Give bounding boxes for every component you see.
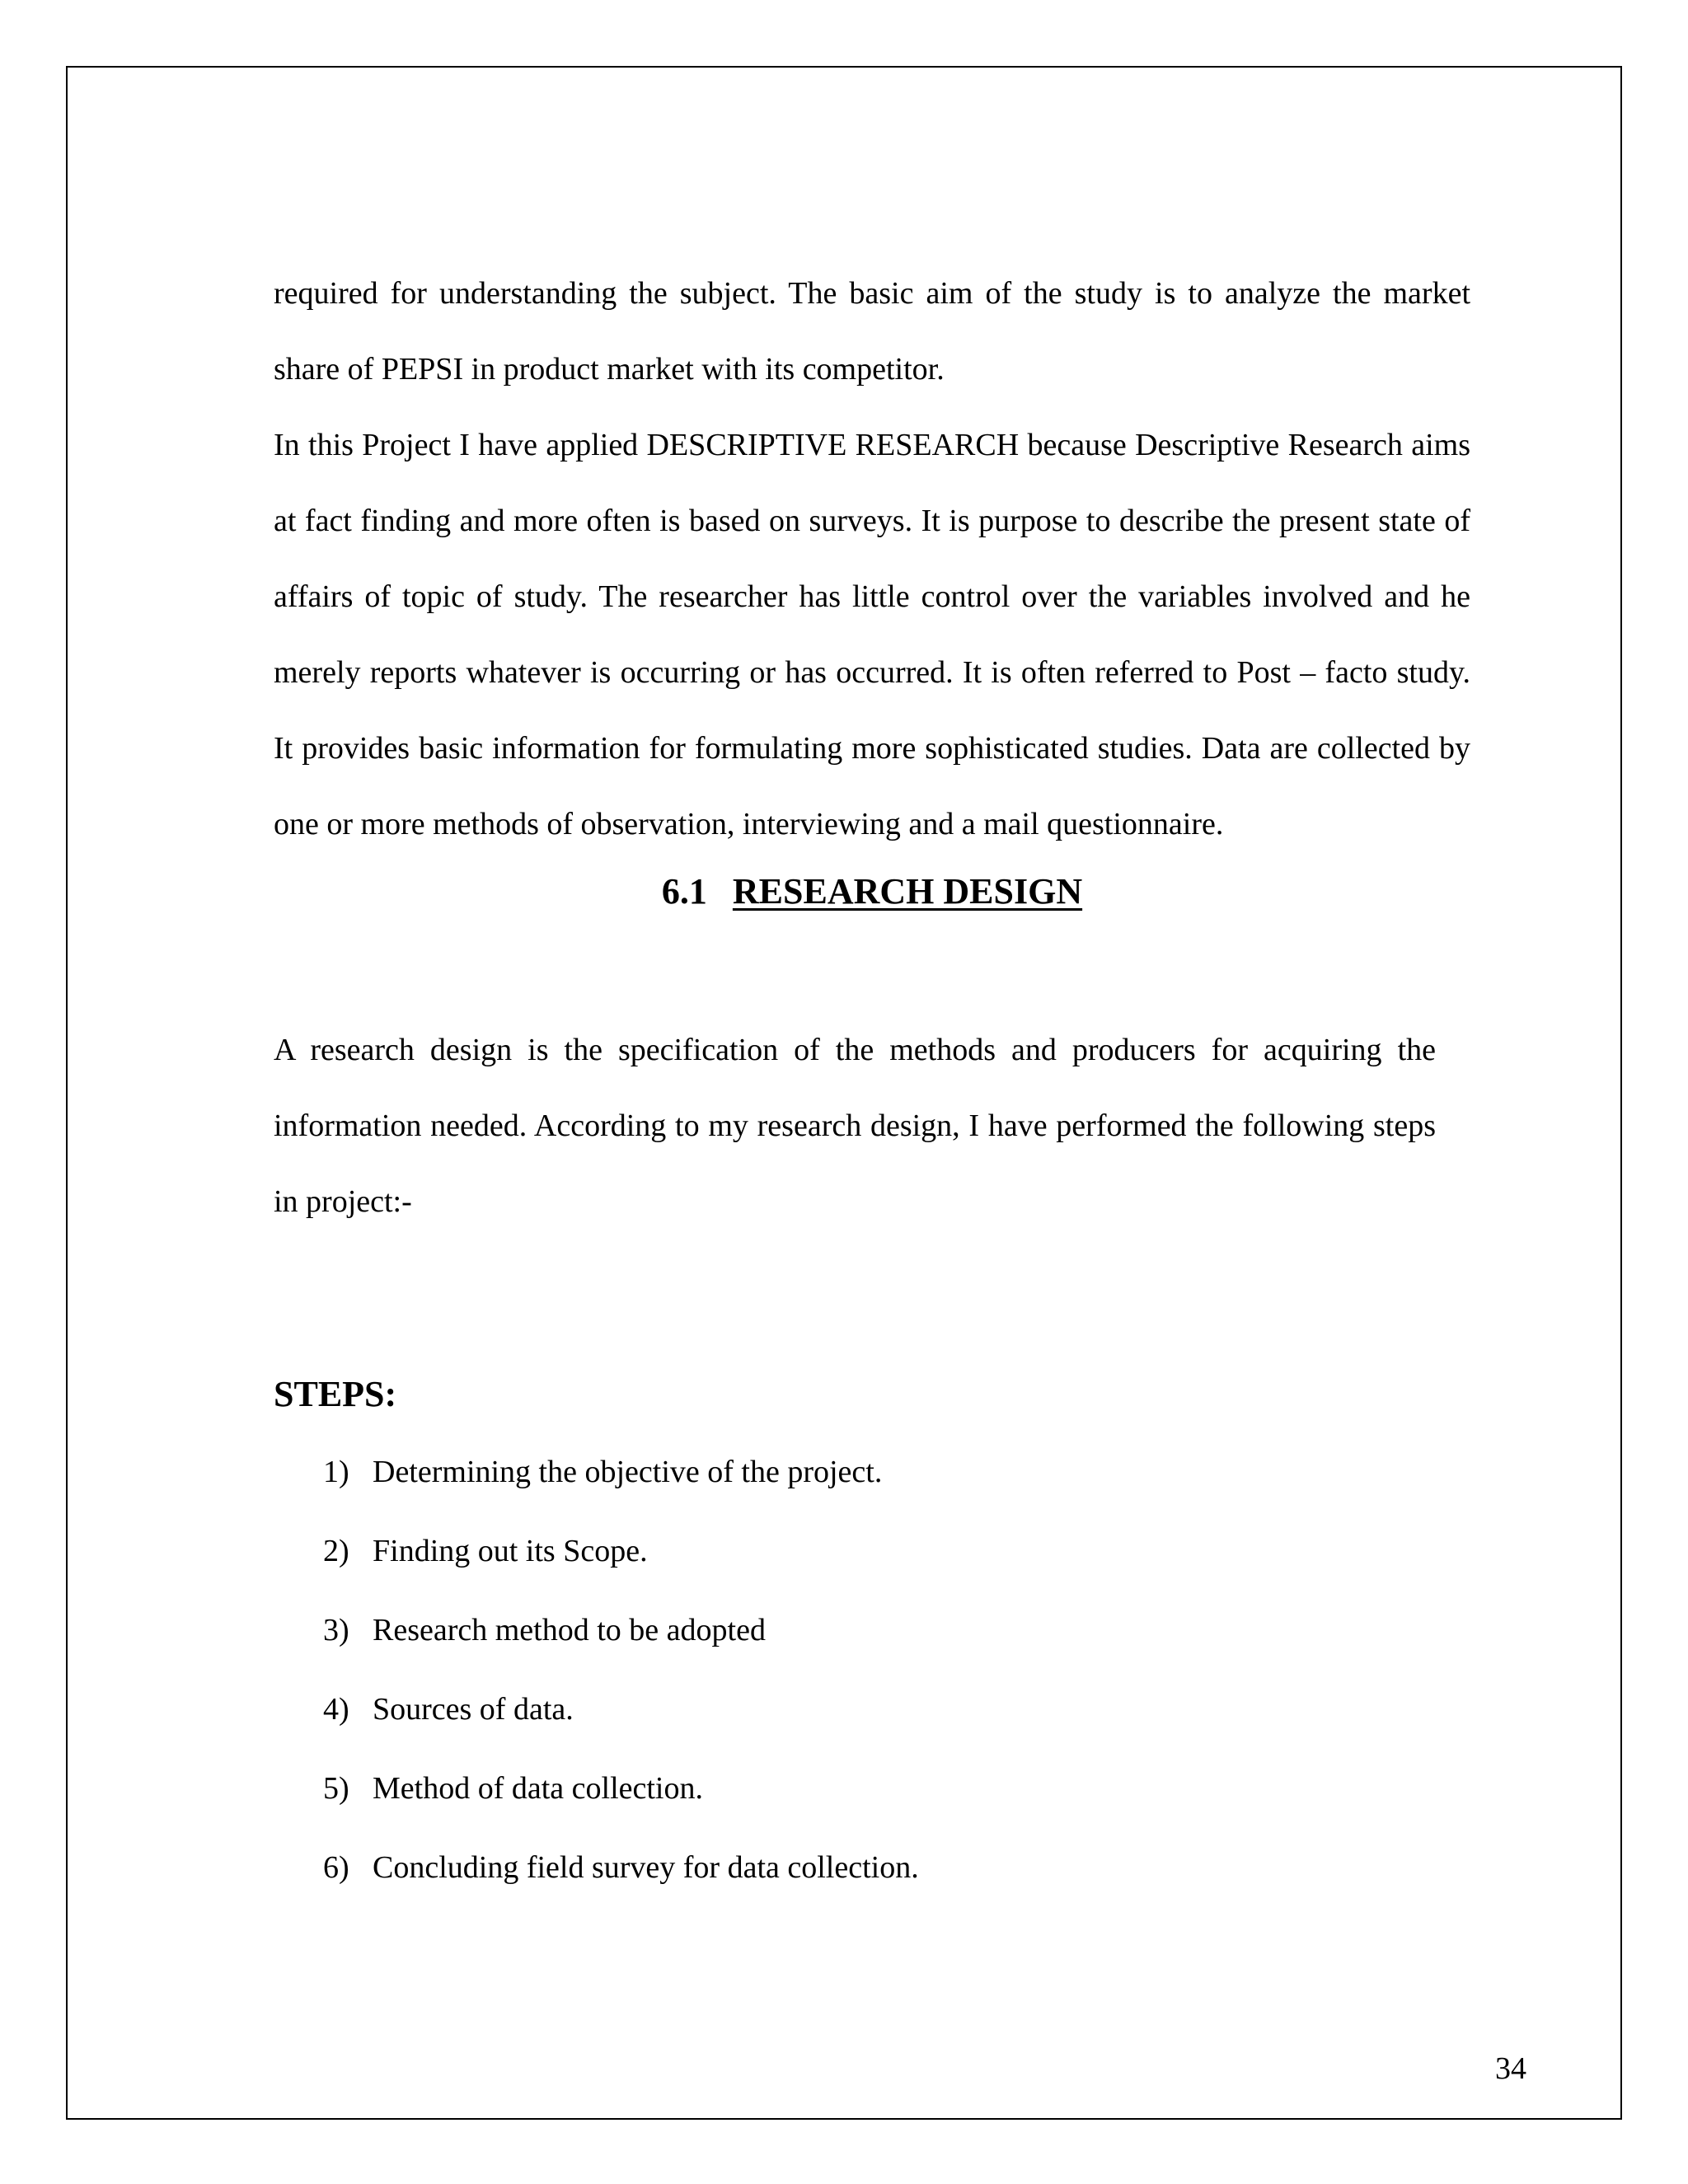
step-number: 5) — [323, 1771, 349, 1806]
step-text: Sources of data. — [373, 1692, 574, 1727]
step-number: 2) — [323, 1534, 349, 1568]
list-item — [274, 1670, 1470, 1749]
list-item — [274, 1591, 1470, 1670]
step-number: 1) — [323, 1455, 349, 1489]
section-title: RESEARCH DESIGN — [732, 871, 1083, 912]
list-item — [274, 1511, 1470, 1591]
step-text: Method of data collection. — [373, 1771, 703, 1806]
list-item — [274, 1432, 1470, 1511]
section-number: 6.1 — [661, 871, 707, 912]
descriptive-research-paragraph: In this Project I have applied DESCRIPTIVE RESEARCH because Descriptive Research aims at fact finding and more often is based on surveys. It is purpose to describe the present state of affairs of topic of study. The researcher has little control over the variables involved and he merely reports whatever is occurring or has occurred. It is often referred to Post – facto study. It provides basic information for formulating more sophisticated studies. Data are collected by one or more methods of observation, interviewing and a mail questionnaire. — [274, 428, 1470, 841]
continuation-paragraph: required for understanding the subject. The basic aim of the study is to analyze the market share of PEPSI in product market with its competitor. — [274, 276, 1470, 387]
list-item — [274, 1749, 1470, 1828]
step-text: Finding out its Scope. — [373, 1534, 648, 1568]
section-heading — [274, 862, 1470, 1012]
page-body — [274, 255, 1470, 1907]
step-number: 3) — [323, 1613, 349, 1647]
step-number: 6) — [323, 1850, 349, 1885]
list-item — [274, 1828, 1470, 1907]
steps-heading: STEPS: — [274, 1374, 397, 1414]
research-design-paragraph: A research design is the specification of the methods and producers for acquiring the information needed. According to my research design, I have performed the following steps in project:- — [274, 1033, 1436, 1219]
step-number: 4) — [323, 1692, 349, 1727]
step-text: Determining the objective of the project. — [373, 1455, 883, 1489]
page-number: 34 — [1495, 2051, 1526, 2086]
step-text: Concluding field survey for data collection. — [373, 1850, 919, 1885]
steps-list — [274, 1432, 1470, 1907]
step-text: Research method to be adopted — [373, 1613, 766, 1647]
